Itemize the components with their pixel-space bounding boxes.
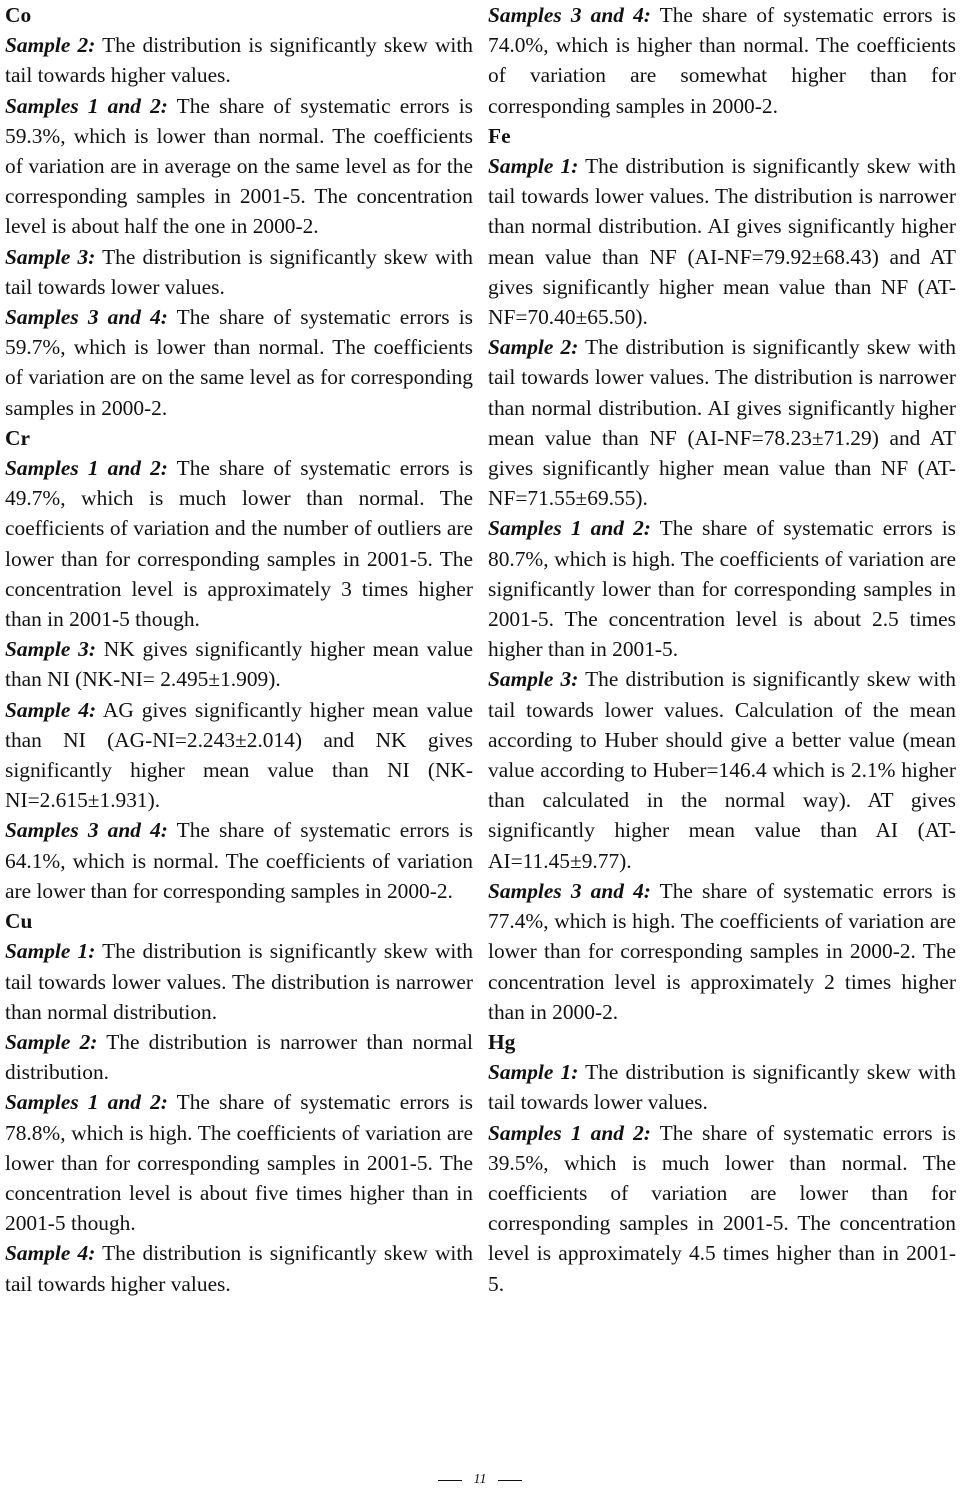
page-footer xyxy=(0,1470,960,1490)
paragraph-text: The share of systematic errors is 59.3%, which is lower than normal. The coefficients of variation are in average on the same level as for the corresponding samples in 2001-5. The concentration level is about half the one in 2000-2. xyxy=(5,93,473,239)
section-heading: Fe xyxy=(488,123,511,148)
paragraph-text: The share of systematic errors is 77.4%, which is high. The coefficients of variation are lower than for corresponding samples in 2000-2. The concentration level is approximately 2 times higher than in 2000-2. xyxy=(488,878,956,1024)
paragraph xyxy=(5,695,473,816)
paragraph-text: The distribution is significantly skew with tail towards lower values. The distribution is narrower than normal distribution. AI gives significantly higher mean value than NF (AI-NF=79.92±68.43) and AT gives significantly higher mean value than NF (AT-NF=70.40±65.50). xyxy=(488,154,956,330)
sample-label: Samples 3 and 4: xyxy=(488,3,651,27)
sample-label: Samples 1 and 2: xyxy=(488,516,651,541)
sample-label: Samples 3 and 4: xyxy=(488,878,651,903)
paragraph-text: The share of systematic errors is 64.1%, which is normal. The coefficients of variation are lower than for corresponding samples in 2000-2. xyxy=(5,818,473,903)
paragraph xyxy=(5,815,473,906)
paragraph xyxy=(488,0,956,121)
paragraph-text: The distribution is significantly skew with tail towards higher values. xyxy=(5,1241,473,1296)
paragraph-text: The distribution is significantly skew with tail towards lower values. xyxy=(488,1060,956,1115)
sample-label: Sample 2: xyxy=(5,1029,98,1054)
paragraph xyxy=(5,1087,473,1238)
section-heading: Cu xyxy=(5,909,33,934)
sample-label: Samples 3 and 4: xyxy=(5,818,168,843)
paragraph-text: The distribution is significantly skew with tail towards lower values. The distribution is narrower than normal distribution. xyxy=(5,939,473,1024)
section-heading: Hg xyxy=(488,1029,516,1054)
paragraph xyxy=(488,876,956,1027)
sample-label: Samples 1 and 2: xyxy=(5,456,168,481)
paragraph-text: The share of systematic errors is 59.7%, which is lower than normal. The coefficients of variation are on the same level as for corresponding samples in 2000-2. xyxy=(5,305,473,420)
sample-label: Sample 2: xyxy=(488,335,579,360)
sample-label: Sample 2: xyxy=(5,33,96,58)
sample-label: Samples 1 and 2: xyxy=(488,1120,651,1145)
paragraph xyxy=(488,1057,956,1117)
paragraph-text: The distribution is significantly skew with tail towards higher values. xyxy=(5,33,473,88)
paragraph xyxy=(5,302,473,423)
paragraph xyxy=(5,1238,473,1298)
sample-label: Sample 1: xyxy=(488,154,579,179)
paragraph xyxy=(488,332,956,513)
paragraph-text: NK gives significantly higher mean value than NI (NK-NI= 2.495±1.909). xyxy=(5,637,474,692)
paragraph xyxy=(5,936,473,1027)
sample-label: Sample 3: xyxy=(488,667,579,692)
paragraph xyxy=(5,30,473,90)
section-heading: Co xyxy=(5,3,32,27)
sample-label: Sample 3: xyxy=(5,637,96,662)
sample-label: Samples 1 and 2: xyxy=(5,1090,168,1115)
sample-label: Sample 3: xyxy=(5,244,96,269)
paragraph xyxy=(5,1027,473,1087)
sample-label: Samples 1 and 2: xyxy=(5,93,168,118)
paragraph-text: The distribution is significantly skew with tail towards lower values. The distribution is narrower than normal distribution. AI gives significantly higher mean value than NF (AI-NF=78.23±71.29) and AT gives significantly higher mean value than NF (AT-NF=71.55±69.55). xyxy=(488,335,956,511)
paragraph-text: The distribution is significantly skew with tail towards lower values. Calculation of the mean according to Huber should give a better value (mean value according to Huber=146.4 which is 2.1% higher than calculated in the normal way). AT gives significantly higher mean value than AI (AT-AI=11.45±9.77). xyxy=(488,667,956,873)
paragraph-text: The share of systematic errors is 80.7%, which is high. The coefficients of variation are significantly lower than for corresponding samples in 2001-5. The concentration level is about 2.5 times higher than in 2001-5. xyxy=(488,516,956,662)
paragraph-text: The share of systematic errors is 74.0%, which is higher than normal. The coefficients of variation are somewhat higher than for corresponding samples in 2000-2. xyxy=(488,3,956,118)
sample-label: Sample 4: xyxy=(5,1241,96,1266)
sample-label: Samples 3 and 4: xyxy=(5,305,168,330)
right-column xyxy=(488,0,956,1299)
footer-rule-left xyxy=(438,1480,462,1481)
sample-label: Sample 1: xyxy=(5,939,96,964)
footer-rule-right xyxy=(498,1480,522,1481)
paragraph-text: The distribution is narrower than normal distribution. xyxy=(5,1029,473,1085)
paragraph-text: The distribution is significantly skew with tail towards lower values. xyxy=(5,244,473,299)
paragraph xyxy=(5,91,473,242)
paragraph xyxy=(488,513,956,664)
paragraph-text: The share of systematic errors is 39.5%, which is much lower than normal. The coefficients of variation are lower than for corresponding samples in 2001-5. The concentration level is approximately 4.5 times higher than in 2001-5. xyxy=(488,1120,956,1296)
paragraph-text: AG gives significantly higher mean value than NI (AG-NI=2.243±2.014) and NK gives significantly higher mean value than NI (NK-NI=2.615±1.931). xyxy=(5,697,473,813)
paragraph xyxy=(488,1118,956,1299)
sample-label: Sample 4: xyxy=(5,697,97,722)
section-heading: Cr xyxy=(5,425,30,450)
paragraph-text: The share of systematic errors is 49.7%, which is much lower than normal. The coefficients of variation and the number of outliers are lower than for corresponding samples in 2001-5. The concentration level is approximately 3 times higher than in 2001-5 though. xyxy=(5,456,473,632)
paragraph xyxy=(5,242,473,302)
page-number: 11 xyxy=(473,1472,487,1487)
paragraph xyxy=(5,453,473,634)
paragraph xyxy=(488,151,956,332)
paragraph xyxy=(5,634,473,694)
paragraph xyxy=(488,664,956,875)
paragraph-text: The share of systematic errors is 78.8%, which is high. The coefficients of variation are lower than for corresponding samples in 2001-5. The concentration level is about five times higher than in 2001-5 though. xyxy=(5,1090,473,1236)
left-column xyxy=(5,0,473,1299)
sample-label: Sample 1: xyxy=(488,1060,579,1085)
